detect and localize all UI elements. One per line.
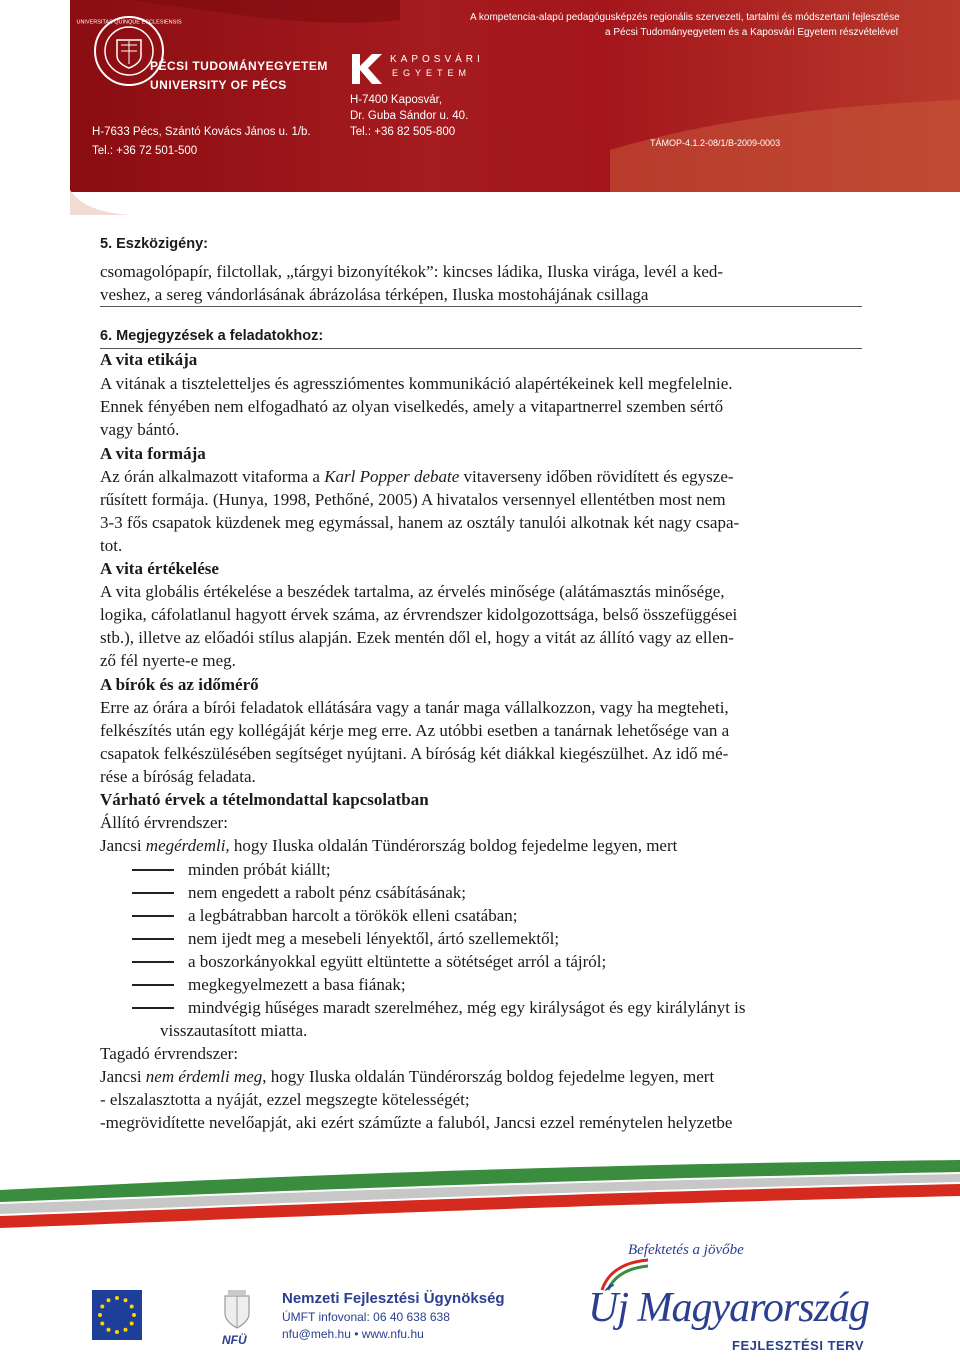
list-item-text: minden próbát kiállt;: [188, 860, 331, 879]
nfu-name: Nemzeti Fejlesztési Ügynökség: [282, 1290, 505, 1307]
etika-line2: Ennek fényében nem elfogadható az olyan viselkedés, amely a vitapartnerrel szemben sértő: [100, 397, 724, 416]
forma-line1: [100, 467, 734, 487]
list-item-text: a legbátrabban harcolt a törökök elleni csatában;: [188, 906, 518, 925]
ertekeles-line4: ző fél nyerte-e meg.: [100, 651, 236, 670]
project-title-line1: A kompetencia-alapú pedagógusképzés regionális szervezeti, tartalmi és módszertani fejlesztése: [470, 12, 900, 23]
tagado-intro-italic: nem érdemli meg: [145, 1067, 263, 1086]
ke-name-line2: EGYETEM: [392, 68, 472, 78]
ke-address1: H-7400 Kaposvár,: [350, 94, 443, 106]
forma-heading: A vita formája: [100, 444, 206, 463]
pte-seal-text: UNIVERSITAS QUINQUE ECCLESIENSIS: [76, 19, 182, 26]
dash-bullet: [132, 961, 174, 963]
section5-heading: 5. Eszközigény:: [100, 236, 208, 252]
umft-title: Új Magyarország: [588, 1285, 869, 1331]
nfu-web: nfu@meh.hu • www.nfu.hu: [282, 1327, 424, 1341]
list-item-text: megkegyelmezett a basa fiának;: [188, 975, 406, 994]
list-item: [132, 906, 517, 926]
list-item: [132, 952, 606, 972]
allito-intro: [100, 836, 677, 856]
dash-bullet: [132, 1007, 174, 1009]
tagado-line3: -megrövidítette nevelőapját, aki ezért száműzte a faluból, Jancsi ezzel reménytelen helyzetbe: [100, 1113, 733, 1132]
pte-phone: Tel.: +36 72 501-500: [92, 145, 198, 157]
ke-phone: Tel.: +36 82 505-800: [350, 126, 456, 138]
tagado-intro-a: Jancsi: [100, 1067, 146, 1086]
tamop-code: TÁMOP-4.1.2-08/1/B-2009-0003: [650, 138, 781, 148]
coat-of-arms-icon: [222, 1288, 252, 1330]
forma-line1-a: Az órán alkalmazott vitaforma a: [100, 467, 325, 486]
header-banner: [70, 0, 960, 215]
nfu-logo-text: NFÜ: [222, 1333, 247, 1347]
allito-label: Állító érvrendszer:: [100, 813, 228, 832]
footer-flag-stripes: [0, 1150, 960, 1366]
etika-line1: A vitának a tiszteletteljes és agressziómentes kommunikáció alapértékeinek kell megfelelnie.: [100, 374, 733, 393]
dash-bullet: [132, 938, 174, 940]
forma-line2: rűsített formája. (Hunya, 1998, Pethőné, 2005) A hivatalos versennyel ellentétben most nem: [100, 490, 726, 509]
list-item-text: nem ijedt meg a mesebeli lényektől, ártó szellemektől;: [188, 929, 560, 948]
section6-heading: 6. Megjegyzések a feladatokhoz:: [100, 328, 324, 344]
list-item-continuation: visszautasított miatta.: [160, 1021, 308, 1040]
divider: [100, 306, 862, 307]
pte-address: H-7633 Pécs, Szántó Kovács János u. 1/b.: [92, 126, 311, 138]
umft-subtitle: FEJLESZTÉSI TERV: [732, 1338, 865, 1353]
tagado-intro: [100, 1067, 714, 1087]
tagado-line2: - elszalasztotta a nyáját, ezzel megszegte kötelességét;: [100, 1090, 470, 1109]
s5-line1: csomagolópapír, filctollak, „tárgyi bizonyítékok”: kincses ládika, Iluska virága, levél a ked-: [100, 262, 724, 281]
dash-bullet: [132, 869, 174, 871]
etika-heading: A vita etikája: [100, 350, 198, 369]
dash-bullet: [132, 892, 174, 894]
dash-bullet: [132, 984, 174, 986]
list-item: [132, 860, 331, 880]
birok-line2: felkészítés után egy kollégáját kérje meg erre. Az utóbbi esetben a tanárnak lehetősége van a: [100, 721, 730, 740]
ke-logo-icon: [350, 52, 386, 86]
list-item: [132, 929, 559, 949]
pte-seal-icon: [76, 14, 182, 88]
forma-line1-b: vitaverseny időben rövidített és egysze-: [459, 467, 734, 486]
project-title-line2: a Pécsi Tudományegyetem és a Kaposvári Egyetem részvételével: [605, 27, 898, 38]
ke-address2: Dr. Guba Sándor u. 40.: [350, 110, 469, 122]
footer: [0, 1150, 960, 1366]
birok-line1: Erre az órára a bírói feladatok ellátására vagy a tanár maga vállalkozzon, vagy ha megteheti,: [100, 698, 729, 717]
list-item-text: a boszorkányokkal együtt eltüntette a sötétséget arról a tájról;: [188, 952, 607, 971]
tagado-label: Tagadó érvrendszer:: [100, 1044, 239, 1063]
list-item-text: nem engedett a rabolt pénz csábításának;: [188, 883, 467, 902]
karl-popper-text: Karl Popper debate: [324, 467, 460, 486]
forma-line3: 3-3 fős csapatok küzdenek meg egymással, hanem az osztály tanulói alkotnak két nagy csapa-: [100, 513, 740, 532]
birok-line3: csapatok felkészülésében segítséget nyújtani. A bíróság két diákkal kiegészülhet. Az idő mé-: [100, 744, 729, 763]
nfu-phone: ÚMFT infovonal: 06 40 638 638: [282, 1310, 450, 1324]
birok-heading: A bírók és az időmérő: [100, 675, 259, 694]
tagado-intro-b: , hogy Iluska oldalán Tündérország boldog fejedelme legyen, mert: [262, 1067, 715, 1086]
ervek-heading: Várható érvek a tételmondattal kapcsolatban: [100, 790, 429, 809]
ke-name-line1: KAPOSVÁRI: [390, 54, 484, 65]
etika-line3: vagy bántó.: [100, 420, 180, 439]
list-item: [132, 975, 406, 995]
birok-line4: rése a bíróság feladata.: [100, 767, 256, 786]
pte-name-hu: PÉCSI TUDOMÁNYEGYETEM: [150, 59, 328, 73]
ertekeles-line2: logika, cáfolatlanul hagyott érvek száma, az érvrendszer kidolgozottsága, belső összefüggései: [100, 605, 738, 624]
list-item-text: mindvégig hűséges maradt szerelméhez, még egy királyságot és egy királylányt is: [188, 998, 746, 1017]
dash-bullet: [132, 915, 174, 917]
list-item: [132, 883, 466, 903]
allito-intro-a: Jancsi: [100, 836, 146, 855]
ertekeles-line1: A vita globális értékelése a beszédek tartalma, az érvelés minősége (alátámasztás minősége,: [100, 582, 725, 601]
pte-name-en: UNIVERSITY OF PÉCS: [150, 78, 287, 92]
allito-intro-b: hogy Iluska oldalán Tündérország boldog fejedelme legyen, mert: [229, 836, 678, 855]
slogan-text: Befektetés a jövőbe: [628, 1242, 744, 1258]
ertekeles-heading: A vita értékelése: [100, 559, 219, 578]
forma-line4: tot.: [100, 536, 123, 555]
eu-flag-icon: [92, 1290, 142, 1340]
divider: [100, 348, 862, 349]
allito-intro-italic: megérdemli,: [145, 836, 230, 855]
ertekeles-line3: stb.), illetve az előadói stílus alapján. Ezek mentén dől el, hogy a vitát az állító vagy az ellen-: [100, 628, 734, 647]
s5-line2: veshez, a sereg vándorlásának ábrázolása térképen, Iluska mostohájának csillaga: [100, 285, 649, 304]
list-item: [132, 998, 746, 1018]
